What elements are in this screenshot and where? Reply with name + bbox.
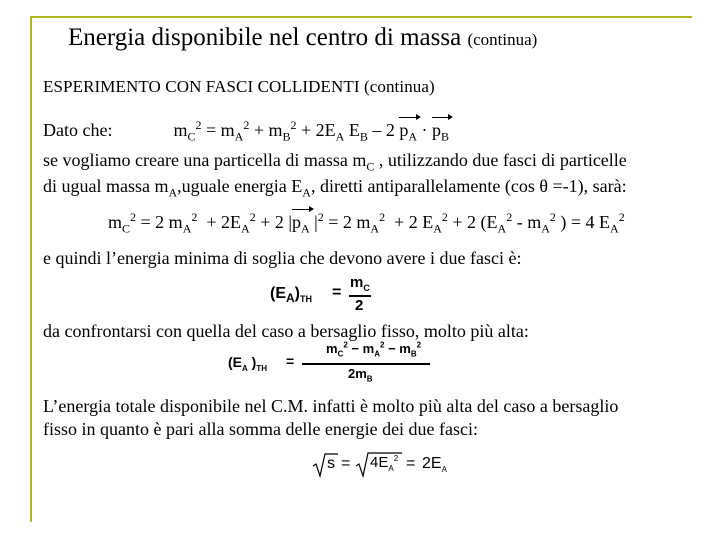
f1-equals: = <box>332 284 342 301</box>
frame-top-rule <box>30 16 692 18</box>
title-continued: (continua) <box>467 30 538 49</box>
f2-lhs-sub: A <box>242 363 248 373</box>
f2-num-sup: 2 <box>343 340 348 350</box>
total-energy-formula <box>312 448 462 482</box>
f1-lhs-sub: A <box>286 291 295 306</box>
paragraph-1-line-1 <box>43 150 627 174</box>
f2-num4: m <box>399 341 411 356</box>
f2-equals: = <box>286 353 295 369</box>
paragraph-4-line-1: L’energia totale disponibile nel C.M. infatti è molto più alta del caso a bersaglio <box>43 396 619 416</box>
f2-num2-sub: A <box>374 349 380 359</box>
para1-line2-c: , diretti antiparallelamente (cos θ =-1), sarà: <box>310 176 627 196</box>
f1-num-sub: C <box>363 283 370 293</box>
f2-lhs-sub2: TH <box>256 363 268 373</box>
f1-lhs-sub2: TH <box>300 294 312 305</box>
f2-minus-1: − <box>351 341 360 356</box>
para1-line2-b: ,uguale energia E <box>177 176 303 196</box>
f2-lhs-end: ) <box>247 354 257 370</box>
slide-title <box>68 24 537 52</box>
f3-rhs-sub: A <box>441 465 447 475</box>
f3-root: s <box>327 455 335 472</box>
paragraph-4-line-2: fisso in quanto è pari alla somma delle energie dei due fasci: <box>43 419 479 439</box>
para1-line2-sub-b: A <box>302 185 311 200</box>
f2-num: m <box>326 341 338 356</box>
given-equation-line <box>43 118 450 144</box>
f1-lhs-end: ) <box>294 285 300 302</box>
f3-inner-sub: A <box>388 464 394 473</box>
f1-den: 2 <box>355 297 364 314</box>
f2-lhs: (E <box>228 354 242 370</box>
intro-lead: Dato che: <box>43 120 113 140</box>
para1-line2-sub-a: A <box>168 185 178 200</box>
paragraph-2: e quindi l’energia minima di soglia che devono avere i due fasci è: <box>43 248 522 268</box>
f3-inner-sup: 2 <box>393 454 399 463</box>
para1-text-end: , utilizzando due fasci di particelle <box>374 150 627 170</box>
para1-text: se vogliamo creare una particella di massa m <box>43 150 367 170</box>
title-main: Energia disponibile nel centro di massa <box>68 24 462 51</box>
f2-num4-sub: B <box>410 349 417 359</box>
f3-equals-1: = <box>341 455 351 472</box>
collider-energy-equation: $m_C^2 = 2$ $m_A^2 + 2E_A^2 + 2$ $|p_A$ $|^2 = 2$ $m_A^2 + 2$ $E_A^2 + 2$ ($E_A^2 - m_A^2$ ) = 4 $E_A^2$ <box>108 210 625 236</box>
f2-num4-sup: 2 <box>416 340 422 350</box>
f2-minus-2: − <box>388 341 396 356</box>
section-heading: ESPERIMENTO CON FASCI COLLIDENTI (continua) <box>43 77 435 96</box>
f2-num2: m <box>362 341 375 356</box>
f3-inner: 4E <box>370 454 389 471</box>
para1-line2-a: di ugual massa m <box>43 176 169 196</box>
paragraph-1-line-2 <box>43 176 627 200</box>
threshold-formula-collider <box>270 274 380 316</box>
f1-lhs: (E <box>270 285 286 302</box>
para1-sub: C <box>366 159 375 174</box>
threshold-formula-fixed-target <box>228 340 438 386</box>
frame-left-rule <box>30 16 32 522</box>
f2-den-sub: B <box>366 374 373 384</box>
f2-num2-sup: 2 <box>379 340 385 350</box>
f3-equals-2: = <box>406 455 416 472</box>
f1-num: m <box>350 274 364 291</box>
f3-rhs: 2E <box>422 455 442 472</box>
mass-energy-equation: $m_C^2 = m_A^2 + m_B^2 + 2E_A$ $E_B - 2$ $p_A \cdot p_B$ <box>173 118 450 144</box>
f2-num-sub: C <box>337 349 344 359</box>
f2-fraction-bar <box>302 363 430 365</box>
paragraph-3: da confrontarsi con quella del caso a bersaglio fisso, molto più alta: <box>43 321 529 341</box>
f2-den: 2m <box>348 366 367 381</box>
